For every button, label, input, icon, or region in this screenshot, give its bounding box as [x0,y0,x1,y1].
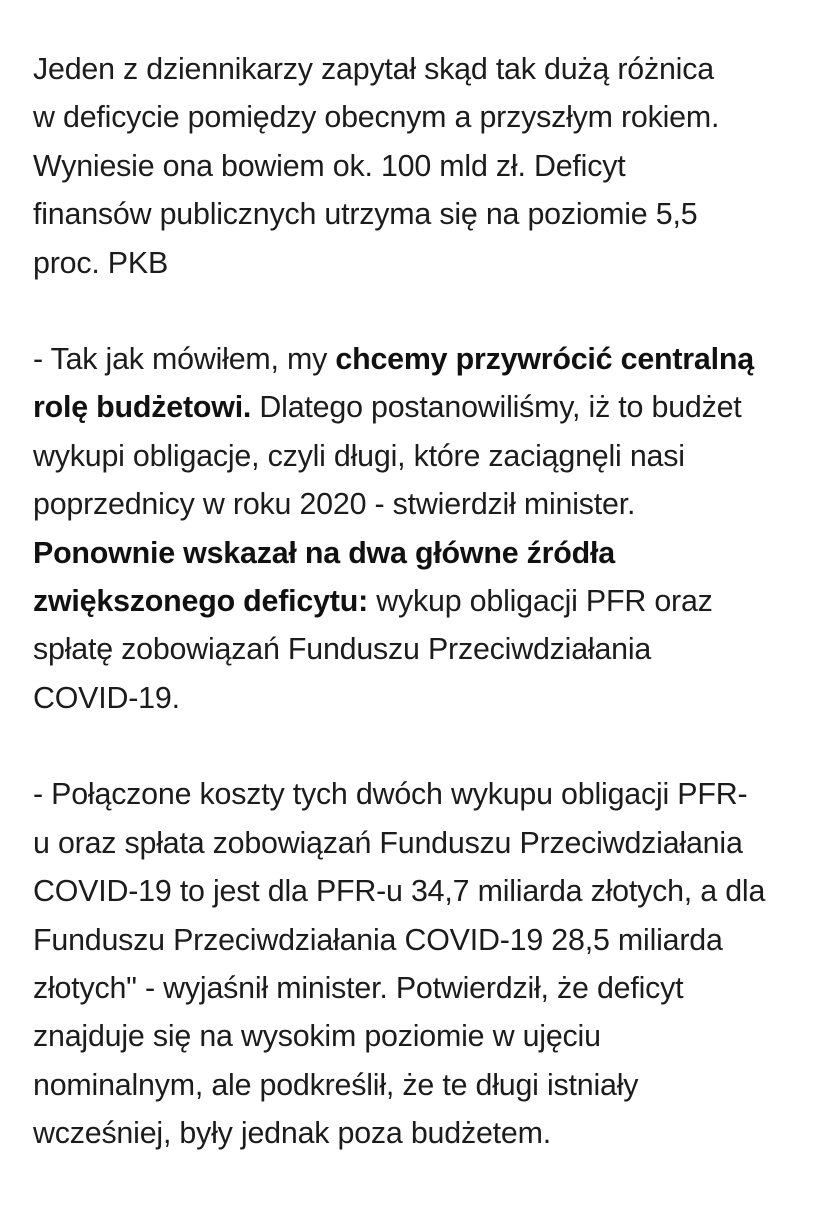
paragraph-1 [33,45,803,287]
text-run: znajduje się na wysokim poziomie w ujęciu [33,1019,601,1054]
text-line [33,1061,803,1109]
text-line [33,45,803,93]
text-line [33,383,803,431]
text-run: wcześniej, były jednak poza budżetem. [33,1116,551,1151]
text-line [33,190,803,238]
bold-text-run: zwiększonego deficytu: [33,584,369,619]
paragraph-3 [33,770,803,1157]
text-run: finansów publicznych utrzyma się na poziomie 5,5 [33,197,698,232]
text-line [33,770,803,818]
text-run: spłatę zobowiązań Funduszu Przeciwdziałania [33,632,652,667]
bold-text-run: rolę budżetowi. [33,390,252,425]
text-line [33,480,803,528]
paragraph-2 [33,335,803,722]
text-line [33,1012,803,1060]
bold-text-run: chcemy przywrócić centralną [335,342,754,377]
text-line [33,867,803,915]
text-line [33,674,803,722]
text-line [33,529,803,577]
text-run: wykupi obligacje, czyli długi, które zaciągnęli nasi [33,438,685,473]
text-line [33,916,803,964]
text-line [33,239,803,287]
text-run: w deficycie pomiędzy obecnym a przyszłym rokiem. [33,100,720,135]
text-line [33,432,803,480]
text-run: proc. PKB [33,245,169,280]
text-run: nominalnym, ale podkreślił, że te długi istniały [33,1067,639,1102]
text-line [33,625,803,673]
bold-text-run: Ponownie wskazał na dwa główne źródła [33,535,615,570]
text-run: Dlatego postanowiliśmy, iż to budżet [251,390,742,425]
text-line [33,142,803,190]
text-run: COVID-19. [33,680,180,715]
text-run: złotych" - wyjaśnił minister. Potwierdził, że deficyt [33,970,684,1005]
text-line [33,577,803,625]
text-run: Wyniesie ona bowiem ok. 100 mld zł. Deficyt [33,148,626,183]
text-line [33,93,803,141]
text-run: - Połączone koszty tych dwóch wykupu obligacji PFR- [33,777,748,812]
text-run: poprzednicy w roku 2020 - stwierdził minister. [33,487,636,522]
text-run: wykup obligacji PFR oraz [368,584,713,619]
text-run: COVID-19 to jest dla PFR-u 34,7 miliarda złotych, a dla [33,874,766,909]
text-line [33,335,803,383]
text-line [33,1109,803,1157]
text-line [33,964,803,1012]
text-line [33,819,803,867]
text-run: u oraz spłata zobowiązań Funduszu Przeciwdziałania [33,825,743,860]
text-run: - Tak jak mówiłem, my [33,342,336,377]
text-run: Funduszu Przeciwdziałania COVID-19 28,5 miliarda [33,922,723,957]
article-body [33,45,803,1158]
text-run: Jeden z dziennikarzy zapytał skąd tak dużą różnica [33,52,714,86]
